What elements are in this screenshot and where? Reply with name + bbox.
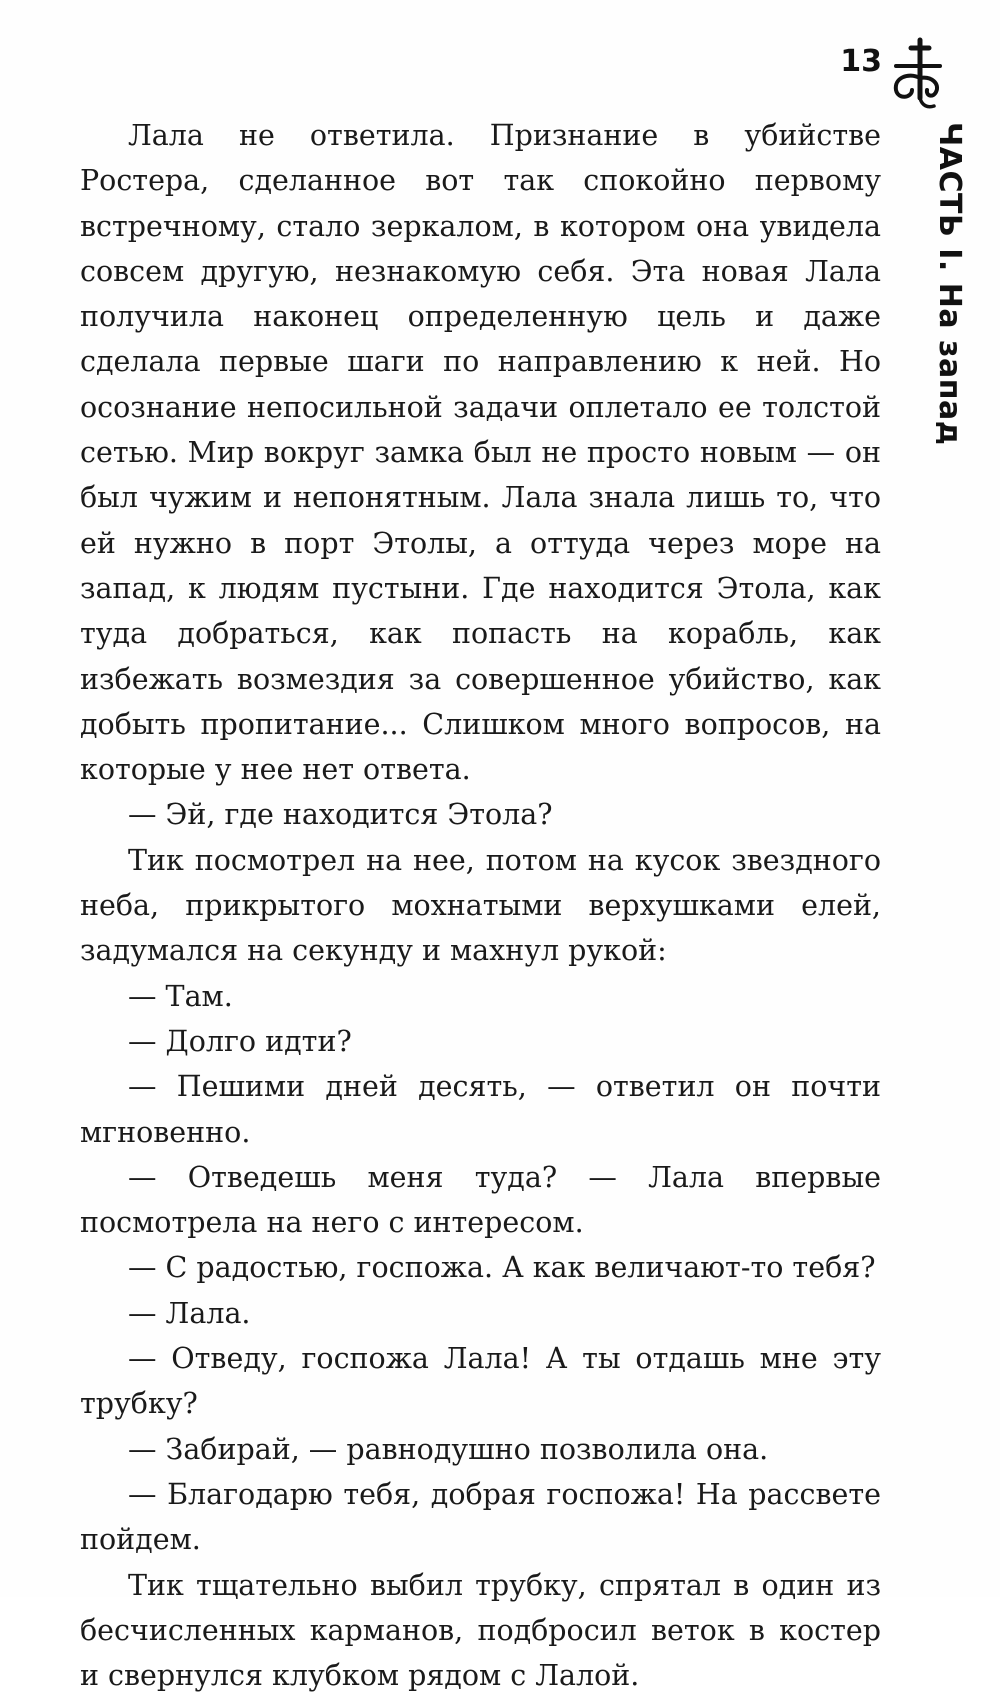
dialogue-line: — Лала. (80, 1291, 881, 1336)
dialogue-line: — Забирай, — равнодушно позволила она. (80, 1427, 881, 1472)
dialogue-line: — Долго идти? (80, 1019, 881, 1064)
body-text (80, 113, 881, 1698)
dialogue-line: — Эй, где находится Этола? (80, 792, 881, 837)
page-number: 13 (838, 44, 882, 79)
decorative-cross-ornament-icon (882, 36, 946, 112)
paragraph: Тик тщательно выбил трубку, спрятал в один из бесчисленных карманов, подбросил веток в костер и свернулся клубком рядом с Лалой. (80, 1563, 881, 1698)
paragraph: Лала не ответила. Признание в убийстве Ростера, сделанное вот так спокойно первому встречному, стало зеркалом, в котором она увидела совсем другую, незнакомую себя. Эта новая Лала получила наконец определенную цель и даже сделала первые шаги по направлению к ней. Но осознание непосильной задачи оплетало ее толстой сетью. Мир вокруг замка был не просто новым — он был чужим и непонятным. Лала знала лишь то, что ей нужно в порт Этолы, а оттуда через море на запад, к людям пустыни. Где находится Этола, как туда добраться, как попасть на корабль, как избежать возмездия за совершенное убийство, как добыть пропитание... Слишком много вопросов, на которые у нее нет ответа. (80, 113, 881, 792)
dialogue-line: — С радостью, госпожа. А как величают-то тебя? (80, 1245, 881, 1290)
dialogue-line: — Отведу, госпожа Лала! А ты отдашь мне эту трубку? (80, 1336, 881, 1427)
dialogue-line: — Благодарю тебя, добрая госпожа! На рассвете пойдем. (80, 1472, 881, 1563)
running-head: ЧАСТЬ I. На запад (932, 122, 967, 445)
dialogue-line: — Отведешь меня туда? — Лала впервые посмотрела на него с интересом. (80, 1155, 881, 1246)
dialogue-line: — Пешими дней десять, — ответил он почти мгновенно. (80, 1064, 881, 1155)
paragraph: Тик посмотрел на нее, потом на кусок звездного неба, прикрытого мохнатыми верхушками елей, задумался на секунду и махнул рукой: (80, 838, 881, 974)
dialogue-line: — Там. (80, 974, 881, 1019)
